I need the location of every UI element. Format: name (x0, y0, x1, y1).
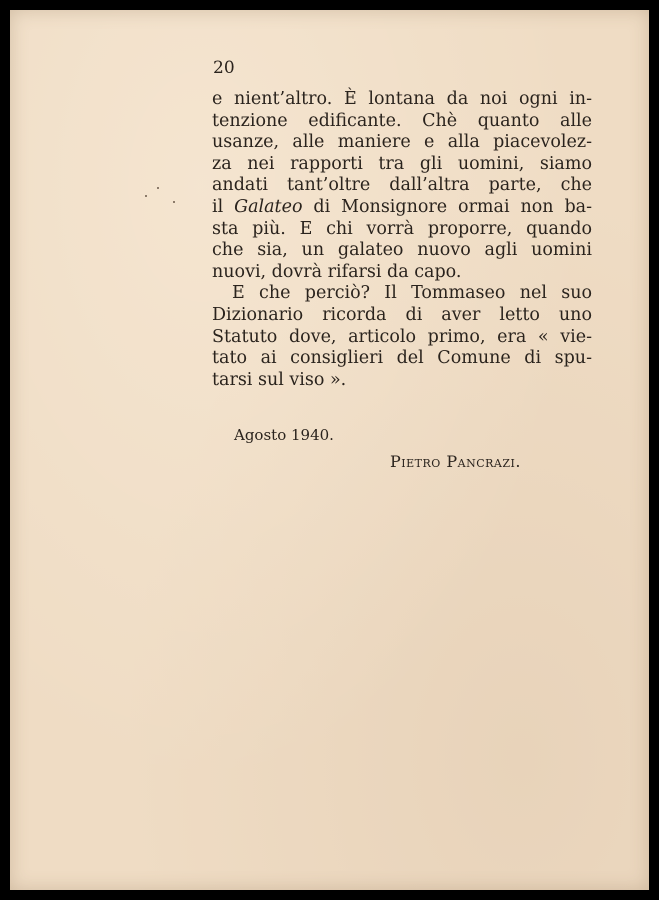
speck (173, 201, 175, 203)
speck (157, 187, 159, 189)
text-line: E che perciò? Il Tommaseo nel suo (232, 283, 592, 304)
text-line: Dizionario ricorda di aver letto uno (212, 304, 592, 325)
text-line: Statuto dove, articolo primo, era « vie- (212, 326, 592, 347)
body-text (212, 89, 592, 391)
text-fragment: il (212, 196, 235, 217)
text-line: tarsi sul viso ». (212, 369, 347, 390)
text-line: za nei rapporti tra gli uomini, siamo (212, 153, 592, 174)
book-page (10, 10, 649, 890)
text-line: andati tant’oltre dall’altra parte, che (212, 175, 592, 196)
text-line: tenzione edificante. Chè quanto alle (212, 110, 592, 131)
text-line: che sia, un galateo nuovo agli uomini (212, 240, 592, 261)
text-fragment: di Monsignore ormai non ba- (302, 196, 592, 217)
text-line: usanze, alle maniere e alla piacevolez- (212, 132, 592, 153)
text-line: e nient’altro. È lontana da noi ogni in- (212, 89, 592, 109)
text-line: nuovi, dovrà rifarsi da capo. (212, 261, 462, 282)
galateo-title: Galateo (234, 196, 303, 217)
text-line: tato ai consiglieri del Comune di spu- (212, 348, 592, 369)
speck (145, 195, 147, 197)
author-signature: Pietro Pancrazi. (390, 452, 521, 471)
text-line-galateo (212, 197, 592, 219)
page-number: 20 (213, 58, 235, 78)
text-line: sta più. E chi vorrà proporre, quando (212, 218, 592, 239)
date-line: Agosto 1940. (234, 426, 334, 444)
